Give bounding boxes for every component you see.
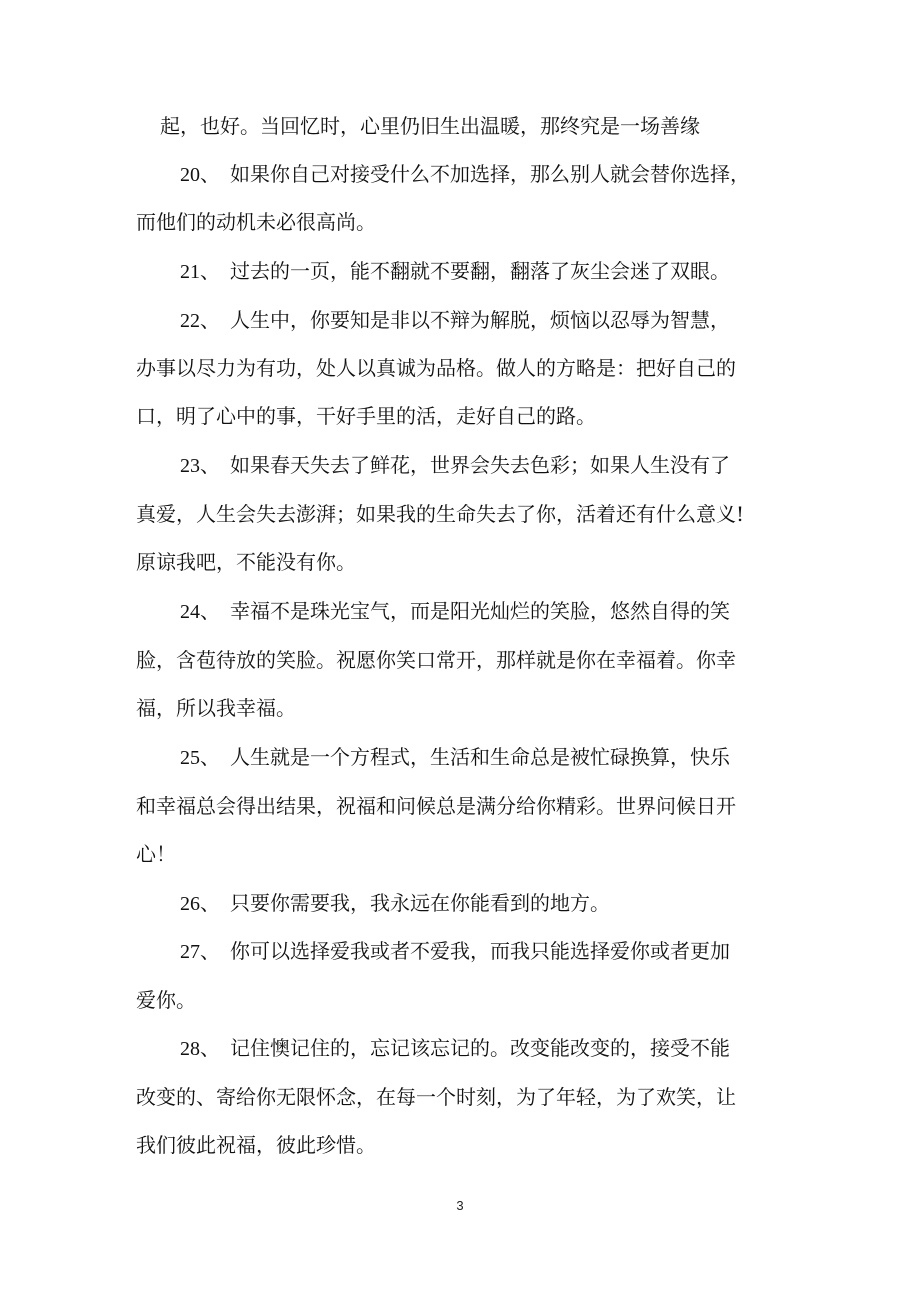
text-line (136, 402, 596, 430)
text-line (136, 840, 176, 868)
line-text: 和幸福总会得出结果，祝福和问候总是满分给你精彩。世界问候日开 (136, 794, 736, 818)
text-line (136, 646, 736, 674)
line-text: 人生中，你要知是非以不辩为解脱，烦恼以忍辱为智慧， (230, 308, 730, 332)
line-text: 过去的一页，能不翻就不要翻，翻落了灰尘会迷了双眼。 (230, 259, 730, 283)
item-number: 21、 (180, 261, 220, 283)
page-number: 3 (456, 1198, 464, 1213)
line-text: 记住懊记住的，忘记该忘记的。改变能改变的，接受不能 (230, 1036, 730, 1060)
item-number: 24、 (180, 601, 220, 623)
line-text: 真爱，人生会失去澎湃；如果我的生命失去了你，活着还有什么意义! (136, 502, 745, 526)
line-text: 起，也好。当回忆时，心里仍旧生出温暖，那终究是一场善缘 (160, 114, 700, 138)
list-item-25-line-1 (180, 743, 730, 772)
line-text: 心！ (136, 842, 176, 866)
text-line (136, 694, 296, 722)
line-text: 福，所以我幸福。 (136, 696, 296, 720)
item-number: 20、 (180, 164, 220, 186)
line-text: 改变的、寄给你无限怀念，在每一个时刻，为了年轻，为了欢笑，让 (136, 1085, 736, 1109)
text-line (136, 548, 356, 576)
item-number: 25、 (180, 747, 220, 769)
line-text: 你可以选择爱我或者不爱我，而我只能选择爱你或者更加 (230, 939, 730, 963)
item-number: 23、 (180, 455, 220, 477)
line-text: 如果春天失去了鲜花，世界会失去色彩；如果人生没有了 (230, 453, 730, 477)
list-item-21-line-1 (180, 257, 730, 286)
text-line (136, 1131, 376, 1159)
line-text: 如果你自己对接受什么不加选择，那么别人就会替你选择， (230, 162, 750, 186)
text-line (136, 792, 736, 820)
text-line (160, 112, 700, 140)
list-item-24-line-1 (180, 597, 730, 626)
list-item-26-line-1 (180, 889, 610, 918)
text-line (136, 208, 376, 236)
line-text: 脸，含苞待放的笑脸。祝愿你笑口常开，那样就是你在幸福着。你幸 (136, 648, 736, 672)
item-number: 28、 (180, 1038, 220, 1060)
text-line (136, 1083, 736, 1111)
text-line (136, 500, 744, 528)
line-text: 而他们的动机未必很高尚。 (136, 210, 376, 234)
list-item-28-line-1 (180, 1034, 730, 1063)
line-text: 口，明了心中的事，干好手里的活，走好自己的路。 (136, 404, 596, 428)
line-text: 办事以尽力为有功，处人以真诚为品格。做人的方略是：把好自己的 (136, 356, 736, 380)
line-text: 爱你。 (136, 988, 196, 1012)
line-text: 只要你需要我，我永远在你能看到的地方。 (230, 891, 610, 915)
item-number: 26、 (180, 893, 220, 915)
list-item-22-line-1 (180, 306, 730, 335)
line-text: 原谅我吧，不能没有你。 (136, 550, 356, 574)
list-item-20-line-1 (180, 160, 750, 189)
item-number: 27、 (180, 941, 220, 963)
text-line (136, 986, 196, 1014)
item-number: 22、 (180, 310, 220, 332)
list-item-23-line-1 (180, 451, 730, 480)
line-text: 人生就是一个方程式，生活和生命总是被忙碌换算，快乐 (230, 745, 730, 769)
line-text: 幸福不是珠光宝气，而是阳光灿烂的笑脸，悠然自得的笑 (230, 599, 730, 623)
line-text: 我们彼此祝福，彼此珍惜。 (136, 1133, 376, 1157)
list-item-27-line-1 (180, 937, 730, 966)
text-line (136, 354, 736, 382)
